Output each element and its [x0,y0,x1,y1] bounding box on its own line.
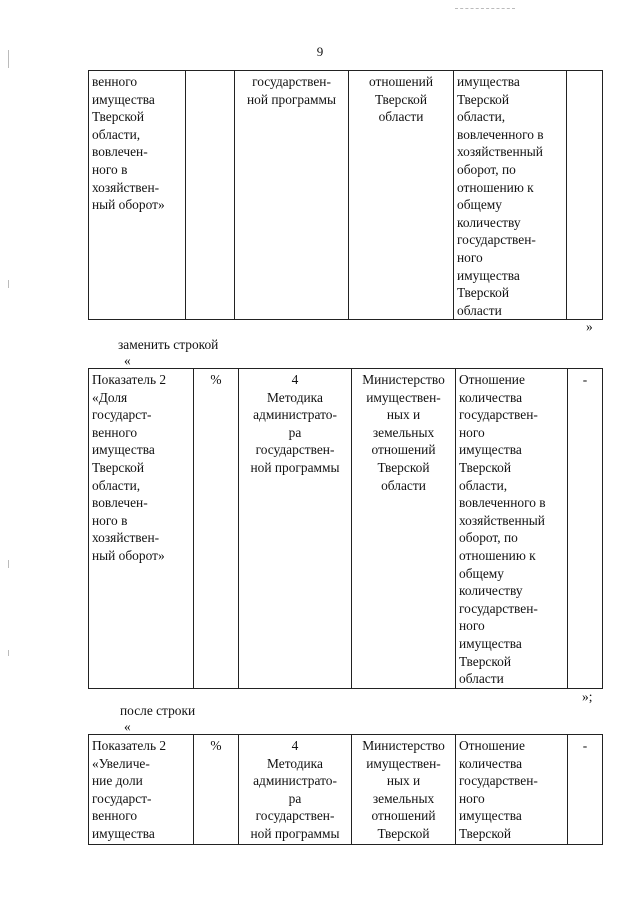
cell-text-line: области [381,477,426,493]
cell-text-line: Тверской [92,459,145,475]
cell-text-line: Министерство [362,738,445,753]
cell-text-line: отношений [369,74,433,89]
method-cell [235,71,349,320]
closing-quote: » [586,319,593,334]
cell-text-line: % [210,738,222,753]
cell-text-line: - [582,372,588,387]
cell-text-line: ра [288,424,302,440]
cell-text-line: 4 [291,738,299,753]
unit-cell [186,71,235,320]
unit-cell [194,735,239,845]
cell-text-line: Тверской [459,825,512,841]
cell-text-line: области, [92,477,141,493]
cell-text-line: администрато- [253,407,337,423]
cell-text-line: Показатель 2 [92,738,167,753]
scan-artifact [8,280,9,288]
cell-text-line: % [210,372,222,387]
cell-text-line: ных и [386,773,421,789]
cell-text-line: ного [459,424,485,440]
calculation-cell [456,735,568,845]
cell-text-line: государствен- [459,407,538,423]
cell-text-line: общему [459,565,504,581]
cell-text-line: вовлечен- [92,495,148,511]
cell-text-line: хозяйственный [459,512,545,528]
cell-text-line: имущества [459,442,522,458]
table-replacement [88,368,603,689]
cell-text-line: общему [457,197,502,213]
cell-text-line: государствен- [255,442,335,458]
extra-cell [568,735,603,845]
cell-text-line: государствен- [255,808,335,824]
cell-text-line: имущества [459,808,522,824]
cell-text-line: ных и [386,407,421,423]
cell-text-line: ный оборот» [92,547,165,563]
cell-text-line: имущества [457,267,520,283]
cell-text-line: государствен- [252,74,331,89]
cell-text-line: Методика [267,389,323,405]
unit-cell [194,369,239,689]
cell-text-line: ного в [92,161,128,177]
cell-text-line: Тверской [459,653,512,669]
indicator-name-cell [89,71,186,320]
cell-text-line: Тверской [92,109,145,125]
calculation-cell [456,369,568,689]
page-number: 9 [316,44,324,59]
cell-text-line: Тверской [377,825,430,841]
scan-artifact [8,560,9,568]
cell-text-line: имуществен- [366,389,441,405]
cell-text-line: количеству [457,214,521,230]
cell-text-line: государст- [92,790,152,806]
cell-text-line: вовлечен- [92,144,148,160]
cell-text-line: области, [457,109,506,125]
table-row [89,735,603,845]
cell-text-line: Отношение [459,738,525,753]
cell-text-line: имущества [457,74,520,89]
cell-text-line: области, [92,126,141,142]
cell-text-line: Тверской [377,459,430,475]
cell-text-line: Тверской [374,91,428,107]
cell-text-line: Тверской [457,285,510,301]
cell-text-line: ние доли [92,773,143,789]
cell-text-line: ный оборот» [92,197,165,213]
cell-text-line: государствен- [459,773,538,789]
cell-text-line: количества [459,755,523,771]
cell-text-line: земельных [372,790,435,806]
cell-text-line: государствен- [459,600,538,616]
agency-cell [349,71,454,320]
cell-text-line: имущества [459,635,522,651]
cell-text-line: области, [459,477,508,493]
cell-text-line: «Доля [92,389,128,405]
cell-text-line: администрато- [253,773,337,789]
closing-quote: »; [582,689,593,704]
cell-text-line: вовлеченного в [459,495,546,511]
cell-text-line: отношению к [459,547,536,563]
cell-text-line: венного [92,74,138,89]
cell-text-line: государст- [92,407,152,423]
cell-text-line: хозяйственный [457,144,543,160]
cell-text-line: области [457,302,502,318]
method-cell [239,369,352,689]
table-continued [88,70,603,320]
replace-label: заменить строкой [118,337,219,352]
extra-cell [567,71,603,320]
cell-text-line: земельных [372,424,435,440]
scan-artifact [455,8,515,10]
cell-text-line: ного [459,790,485,806]
cell-text-line: отношений [371,808,436,824]
cell-text-line: имущества [92,825,155,841]
cell-text-line: 4 [291,372,299,387]
cell-text-line: Тверской [457,91,510,107]
cell-text-line: оборот, по [459,530,518,546]
cell-text-line: оборот, по [457,161,516,177]
cell-text-line: ного [457,249,483,265]
cell-text-line: Отношение [459,372,525,387]
table-after [88,734,603,845]
cell-text-line: ра [288,790,302,806]
cell-text-line: отношений [371,442,436,458]
indicator-name-cell [89,735,194,845]
cell-text-line: «Увеличе- [92,755,150,771]
cell-text-line: хозяйствен- [92,179,160,195]
cell-text-line: имущества [92,91,155,107]
cell-text-line: ной программы [246,91,336,107]
cell-text-line: венного [92,424,138,440]
cell-text-line: области [378,109,424,125]
cell-text-line: ного в [92,512,128,528]
after-label: после строки [120,703,196,718]
cell-text-line: вовлеченного в [457,126,544,142]
cell-text-line: ной программы [250,825,340,841]
indicator-name-cell [89,369,194,689]
cell-text-line: хозяйствен- [92,530,160,546]
cell-text-line: имуществен- [366,755,441,771]
extra-cell [568,369,603,689]
cell-text-line: отношению к [457,179,534,195]
table-row [89,71,603,320]
cell-text-line: количества [459,389,523,405]
cell-text-line: Показатель 2 [92,372,167,387]
cell-text-line: ного [459,618,485,634]
scan-artifact [8,650,9,656]
cell-text-line: венного [92,808,138,824]
cell-text-line: области [459,671,504,687]
cell-text-line: ной программы [250,459,340,475]
method-cell [239,735,352,845]
cell-text-line: количеству [459,583,523,599]
cell-text-line: имущества [92,442,155,458]
agency-cell [352,735,456,845]
cell-text-line: государствен- [457,232,536,248]
opening-quote: « [124,353,131,368]
cell-text-line: Министерство [362,372,445,387]
cell-text-line: - [582,738,588,753]
opening-quote: « [124,719,131,734]
agency-cell [352,369,456,689]
calculation-cell [454,71,567,320]
table-row [89,369,603,689]
cell-text-line: Методика [267,755,323,771]
cell-text-line: Тверской [459,459,512,475]
